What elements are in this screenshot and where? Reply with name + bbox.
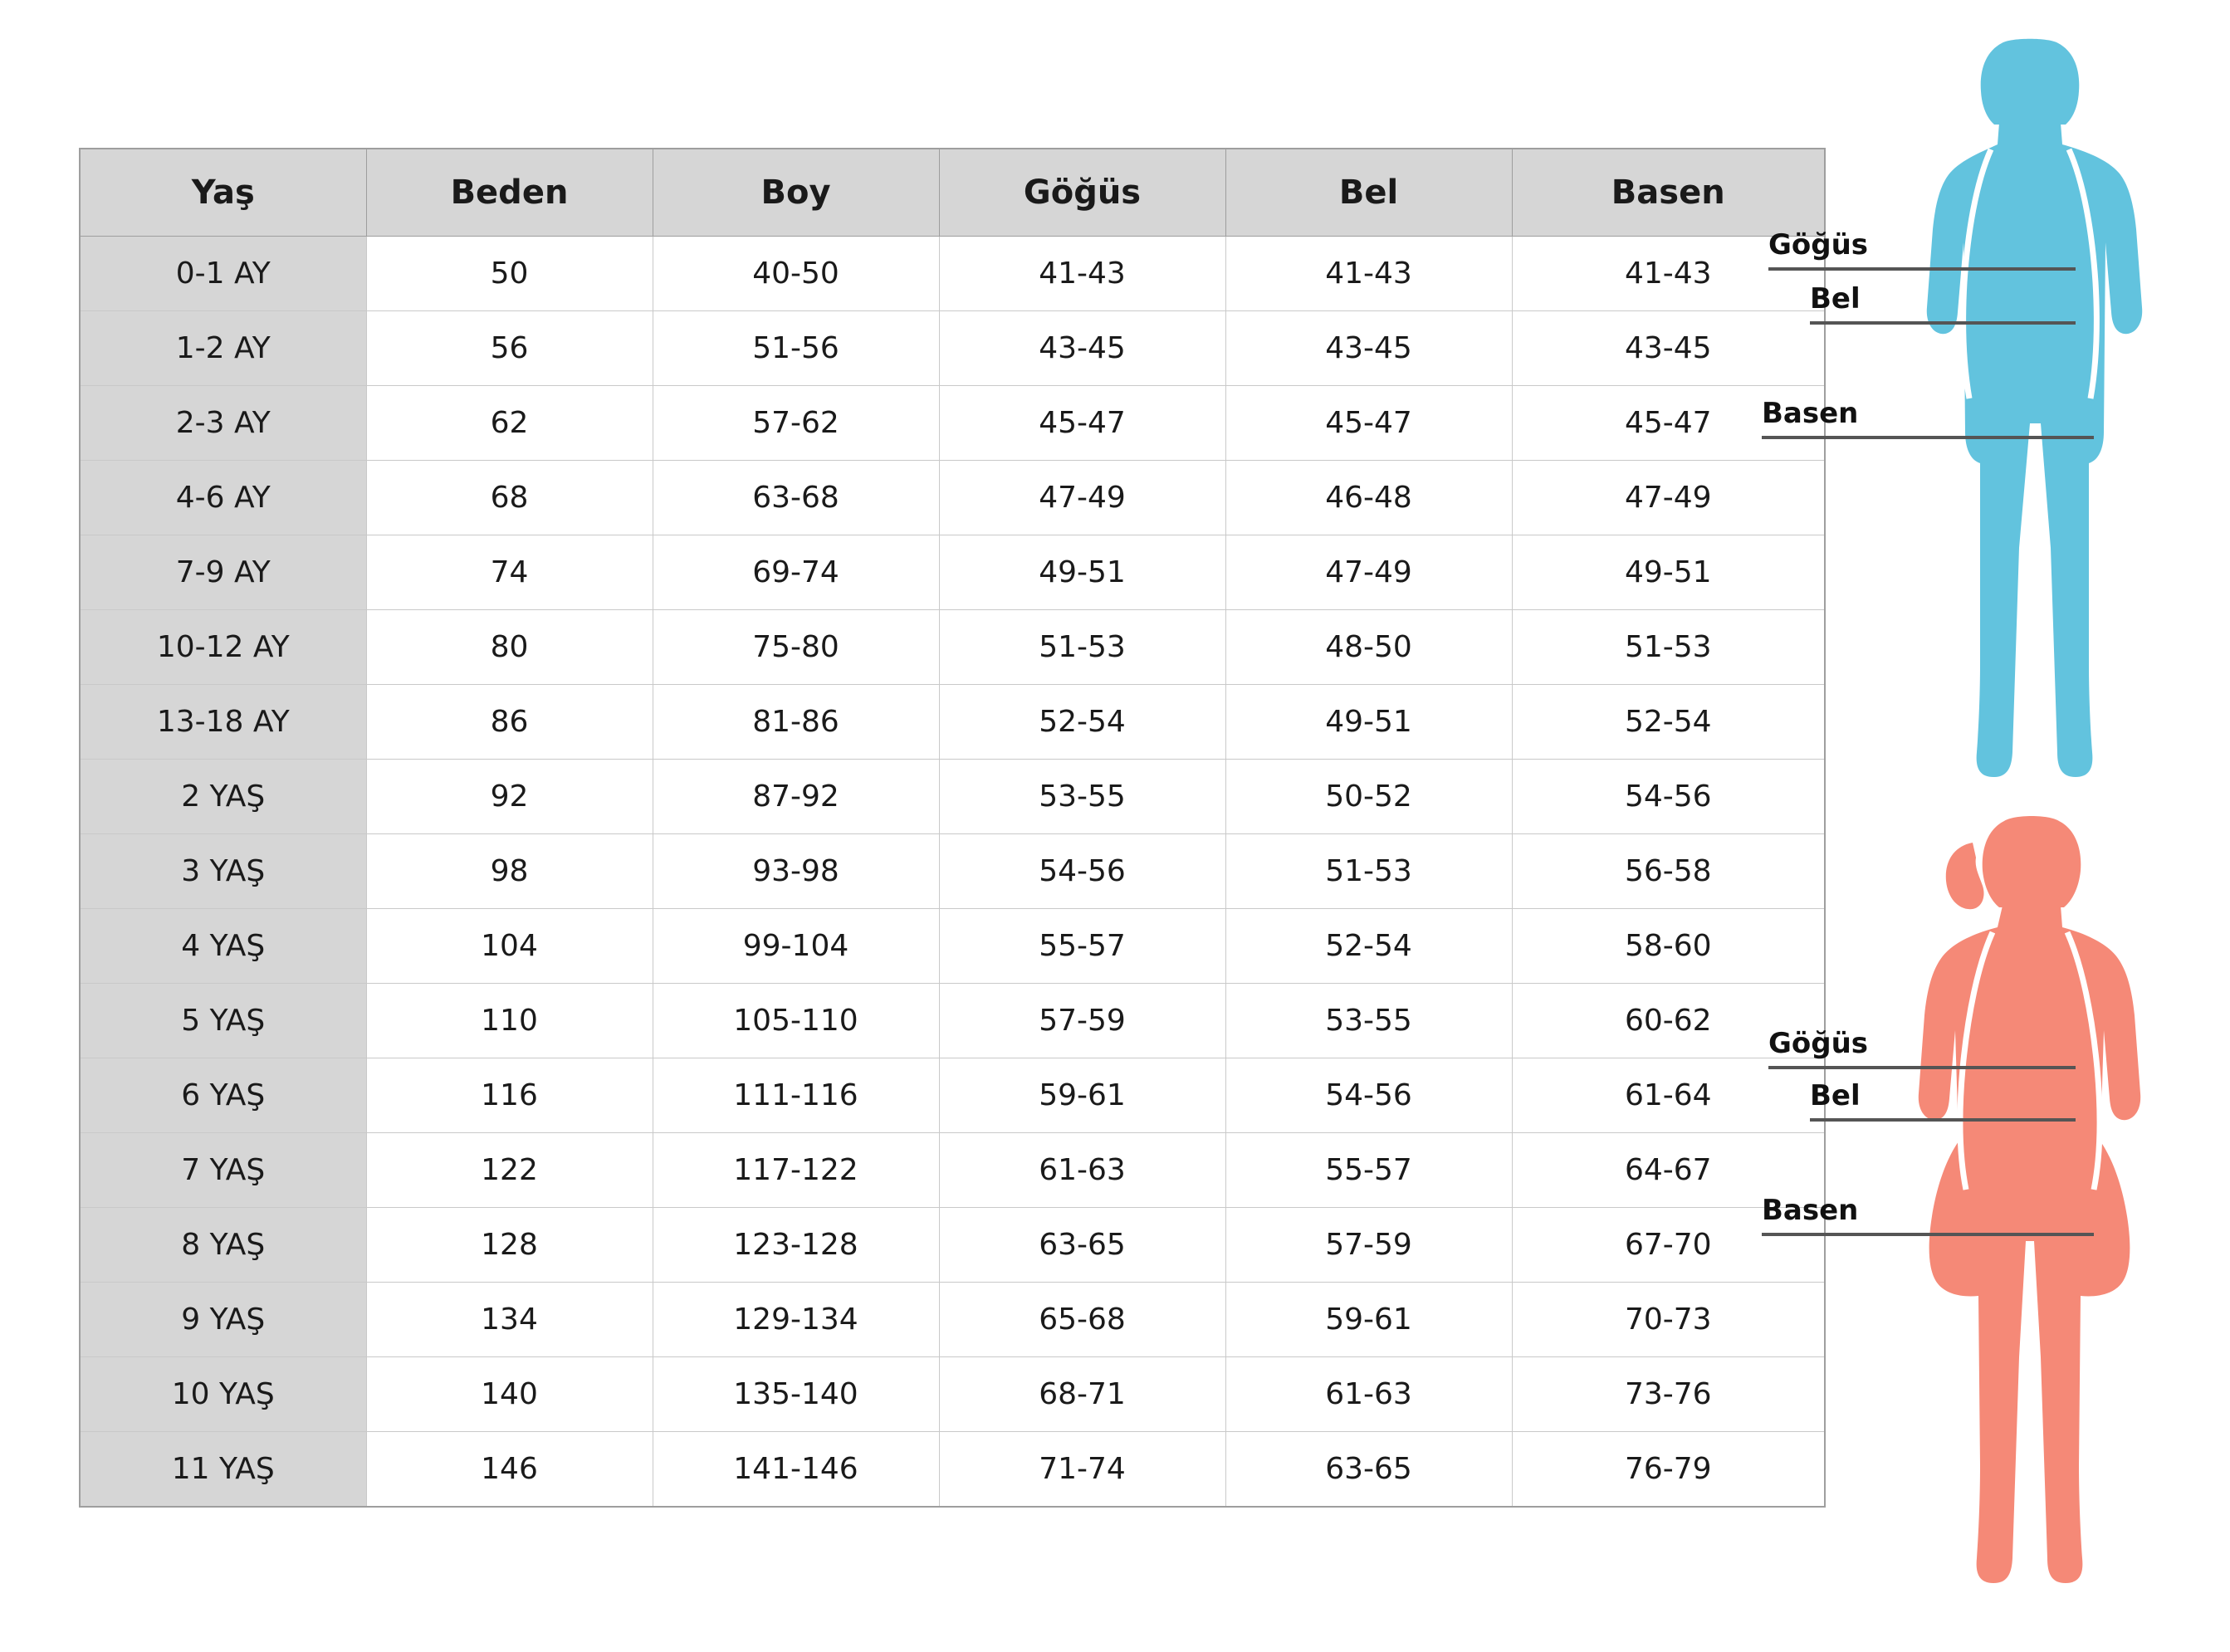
column-header-basen: Basen	[1512, 149, 1825, 237]
cell-basen: 76-79	[1512, 1432, 1825, 1508]
cell-bel: 51-53	[1225, 834, 1512, 909]
girl-chest-label: Göğüs	[1768, 1027, 1869, 1060]
cell-bel: 49-51	[1225, 685, 1512, 760]
cell-age: 10 YAŞ	[80, 1357, 366, 1432]
cell-beden: 104	[366, 909, 653, 984]
table-row	[80, 1133, 1825, 1208]
cell-beden: 98	[366, 834, 653, 909]
cell-basen: 70-73	[1512, 1283, 1825, 1357]
cell-beden: 68	[366, 461, 653, 535]
cell-boy: 129-134	[653, 1283, 939, 1357]
cell-boy: 51-56	[653, 311, 939, 386]
boy-chest-label: Göğüs	[1768, 228, 1869, 261]
table-row	[80, 760, 1825, 834]
cell-boy: 99-104	[653, 909, 939, 984]
cell-age: 4 YAŞ	[80, 909, 366, 984]
cell-gogus: 47-49	[939, 461, 1225, 535]
cell-gogus: 57-59	[939, 984, 1225, 1058]
cell-age: 4-6 AY	[80, 461, 366, 535]
cell-beden: 80	[366, 610, 653, 685]
cell-bel: 52-54	[1225, 909, 1512, 984]
table-header	[80, 149, 1825, 237]
cell-gogus: 45-47	[939, 386, 1225, 461]
table-row	[80, 685, 1825, 760]
size-table	[79, 148, 1826, 1508]
cell-basen: 60-62	[1512, 984, 1825, 1058]
cell-bel: 57-59	[1225, 1208, 1512, 1283]
cell-gogus: 41-43	[939, 237, 1225, 311]
boy-waist-label: Bel	[1810, 282, 1861, 315]
cell-gogus: 61-63	[939, 1133, 1225, 1208]
cell-age: 10-12 AY	[80, 610, 366, 685]
table-row	[80, 311, 1825, 386]
cell-bel: 46-48	[1225, 461, 1512, 535]
cell-boy: 141-146	[653, 1432, 939, 1508]
cell-bel: 55-57	[1225, 1133, 1512, 1208]
cell-beden: 140	[366, 1357, 653, 1432]
table-row	[80, 461, 1825, 535]
column-header-age: Yaş	[80, 149, 366, 237]
table-row	[80, 386, 1825, 461]
table-row	[80, 610, 1825, 685]
cell-bel: 45-47	[1225, 386, 1512, 461]
cell-age: 1-2 AY	[80, 311, 366, 386]
cell-gogus: 63-65	[939, 1208, 1225, 1283]
table-header-row	[80, 149, 1825, 237]
cell-gogus: 49-51	[939, 535, 1225, 610]
cell-bel: 61-63	[1225, 1357, 1512, 1432]
cell-boy: 117-122	[653, 1133, 939, 1208]
cell-beden: 128	[366, 1208, 653, 1283]
size-table-container	[79, 148, 1824, 1508]
column-header-beden: Beden	[366, 149, 653, 237]
table-body	[80, 237, 1825, 1508]
cell-gogus: 52-54	[939, 685, 1225, 760]
cell-bel: 54-56	[1225, 1058, 1512, 1133]
cell-beden: 74	[366, 535, 653, 610]
cell-age: 13-18 AY	[80, 685, 366, 760]
cell-age: 9 YAŞ	[80, 1283, 366, 1357]
cell-bel: 53-55	[1225, 984, 1512, 1058]
cell-basen: 47-49	[1512, 461, 1825, 535]
cell-basen: 61-64	[1512, 1058, 1825, 1133]
cell-boy: 93-98	[653, 834, 939, 909]
cell-basen: 52-54	[1512, 685, 1825, 760]
cell-beden: 110	[366, 984, 653, 1058]
cell-gogus: 65-68	[939, 1283, 1225, 1357]
cell-boy: 105-110	[653, 984, 939, 1058]
cell-bel: 48-50	[1225, 610, 1512, 685]
cell-basen: 51-53	[1512, 610, 1825, 685]
girl-waist-line	[1810, 1118, 2076, 1122]
girl-hip-line	[1762, 1233, 2094, 1236]
cell-bel: 59-61	[1225, 1283, 1512, 1357]
cell-beden: 134	[366, 1283, 653, 1357]
cell-age: 3 YAŞ	[80, 834, 366, 909]
cell-age: 5 YAŞ	[80, 984, 366, 1058]
cell-basen: 67-70	[1512, 1208, 1825, 1283]
cell-boy: 63-68	[653, 461, 939, 535]
cell-boy: 111-116	[653, 1058, 939, 1133]
cell-gogus: 51-53	[939, 610, 1225, 685]
cell-gogus: 54-56	[939, 834, 1225, 909]
boy-waist-line	[1810, 321, 2076, 325]
cell-beden: 146	[366, 1432, 653, 1508]
table-row	[80, 1432, 1825, 1508]
cell-gogus: 68-71	[939, 1357, 1225, 1432]
boy-hip-line	[1762, 436, 2094, 439]
table-row	[80, 1208, 1825, 1283]
cell-boy: 57-62	[653, 386, 939, 461]
cell-bel: 50-52	[1225, 760, 1512, 834]
table-row	[80, 237, 1825, 311]
girl-waist-label: Bel	[1810, 1079, 1861, 1112]
cell-age: 0-1 AY	[80, 237, 366, 311]
cell-age: 8 YAŞ	[80, 1208, 366, 1283]
cell-beden: 92	[366, 760, 653, 834]
cell-basen: 49-51	[1512, 535, 1825, 610]
boy-hip-label: Basen	[1762, 397, 1859, 430]
cell-basen: 41-43	[1512, 237, 1825, 311]
cell-basen: 73-76	[1512, 1357, 1825, 1432]
cell-gogus: 43-45	[939, 311, 1225, 386]
cell-beden: 116	[366, 1058, 653, 1133]
column-header-bel: Bel	[1225, 149, 1512, 237]
boy-chest-line	[1768, 267, 2076, 271]
table-row	[80, 1357, 1825, 1432]
table-row	[80, 834, 1825, 909]
cell-gogus: 59-61	[939, 1058, 1225, 1133]
table-row	[80, 909, 1825, 984]
table-row	[80, 984, 1825, 1058]
cell-beden: 122	[366, 1133, 653, 1208]
cell-age: 11 YAŞ	[80, 1432, 366, 1508]
cell-boy: 135-140	[653, 1357, 939, 1432]
cell-age: 7-9 AY	[80, 535, 366, 610]
cell-boy: 69-74	[653, 535, 939, 610]
table-row	[80, 535, 1825, 610]
boy-body-figure	[1893, 33, 2167, 822]
cell-beden: 62	[366, 386, 653, 461]
cell-boy: 75-80	[653, 610, 939, 685]
girl-body-figure	[1893, 809, 2167, 1623]
cell-boy: 40-50	[653, 237, 939, 311]
cell-bel: 43-45	[1225, 311, 1512, 386]
table-row	[80, 1058, 1825, 1133]
cell-basen: 56-58	[1512, 834, 1825, 909]
cell-bel: 41-43	[1225, 237, 1512, 311]
cell-bel: 47-49	[1225, 535, 1512, 610]
cell-gogus: 71-74	[939, 1432, 1225, 1508]
cell-boy: 81-86	[653, 685, 939, 760]
cell-basen: 58-60	[1512, 909, 1825, 984]
cell-beden: 50	[366, 237, 653, 311]
cell-gogus: 53-55	[939, 760, 1225, 834]
cell-beden: 86	[366, 685, 653, 760]
cell-beden: 56	[366, 311, 653, 386]
cell-gogus: 55-57	[939, 909, 1225, 984]
cell-age: 6 YAŞ	[80, 1058, 366, 1133]
cell-bel: 63-65	[1225, 1432, 1512, 1508]
cell-basen: 64-67	[1512, 1133, 1825, 1208]
cell-basen: 54-56	[1512, 760, 1825, 834]
girl-chest-line	[1768, 1066, 2076, 1069]
girl-hip-label: Basen	[1762, 1194, 1859, 1227]
cell-basen: 43-45	[1512, 311, 1825, 386]
cell-age: 7 YAŞ	[80, 1133, 366, 1208]
column-header-gogus: Göğüs	[939, 149, 1225, 237]
cell-basen: 45-47	[1512, 386, 1825, 461]
table-row	[80, 1283, 1825, 1357]
cell-boy: 87-92	[653, 760, 939, 834]
cell-age: 2-3 AY	[80, 386, 366, 461]
cell-boy: 123-128	[653, 1208, 939, 1283]
cell-age: 2 YAŞ	[80, 760, 366, 834]
column-header-boy: Boy	[653, 149, 939, 237]
